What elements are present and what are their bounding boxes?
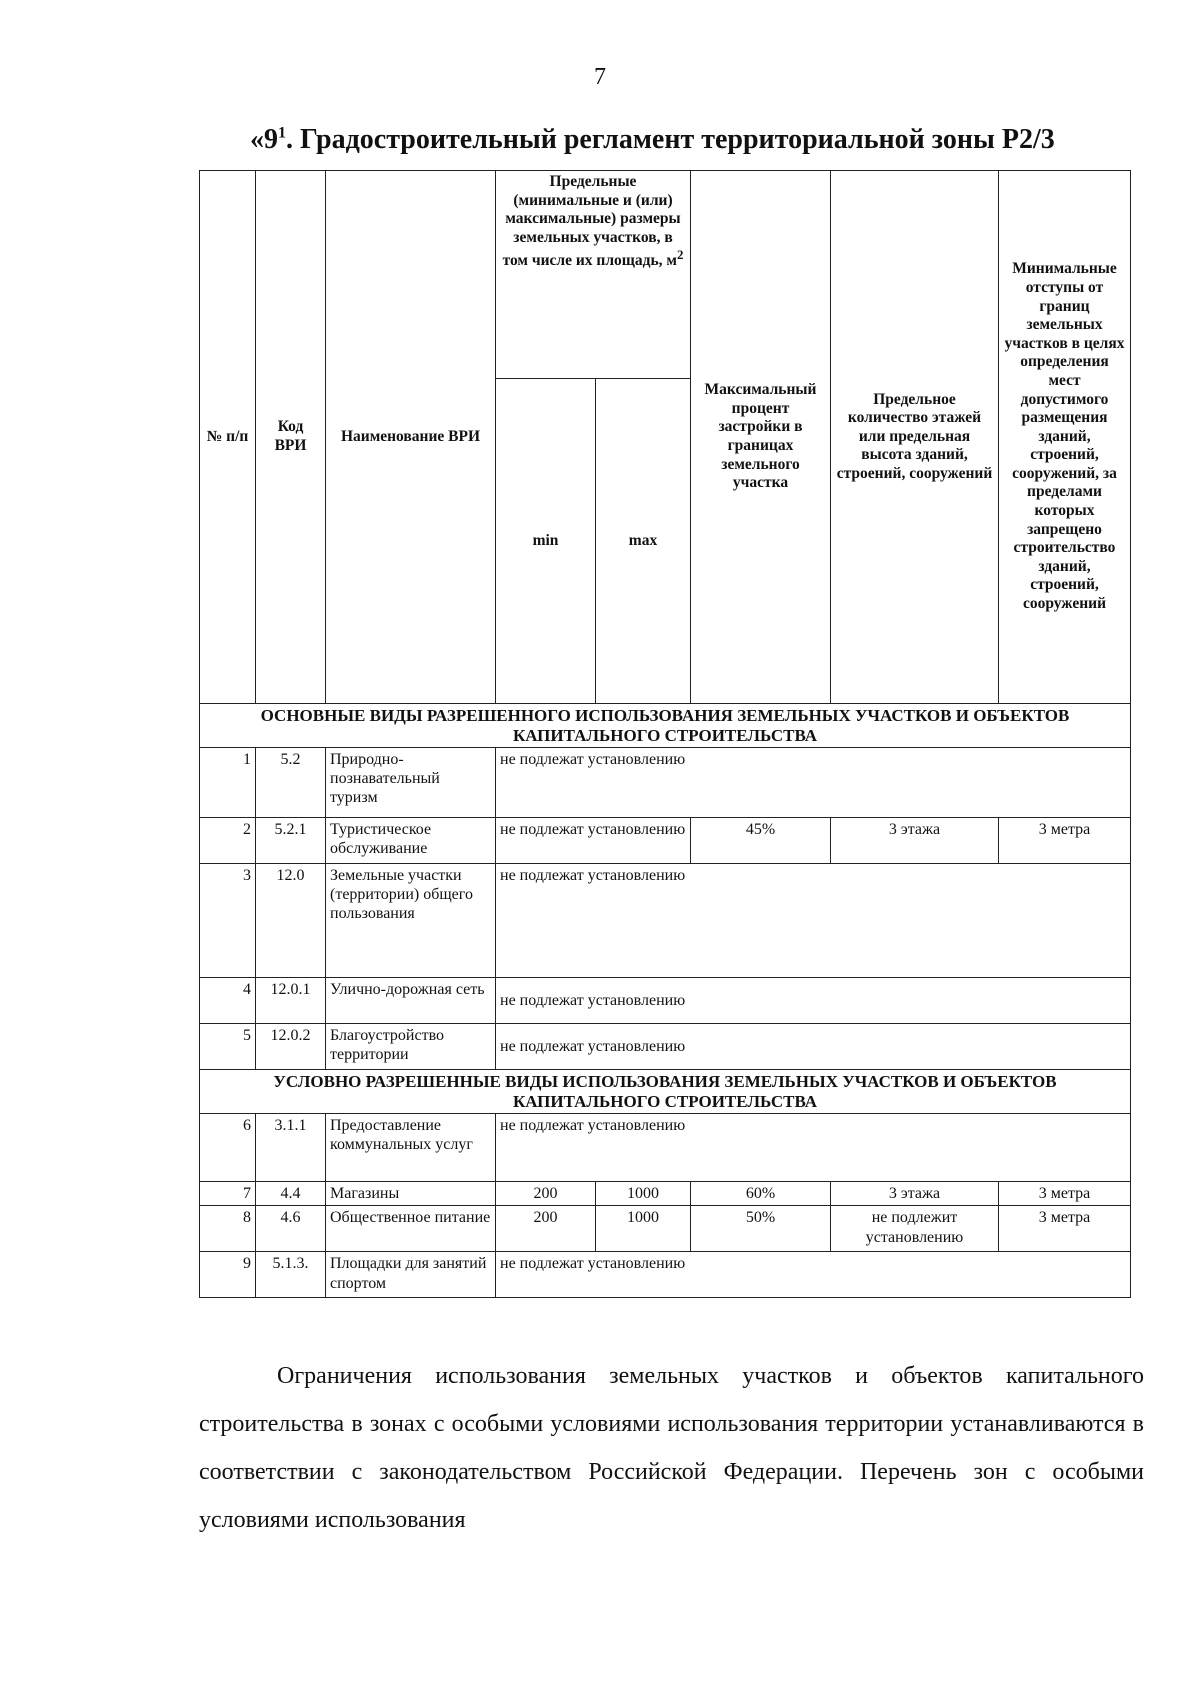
header-size: Предельные (минимальные и (или) максимальные) размеры земельных участков, в том числе их площадь, $м^2$ (496, 171, 691, 379)
table-row: 1 5.2 Природно-познавательный туризм не подлежат установлению (200, 748, 1131, 818)
section-row (200, 704, 1131, 748)
section-conditional-title: УСЛОВНО РАЗРЕШЕННЫЕ ВИДЫ ИСПОЛЬЗОВАНИЯ ЗЕМЕЛЬНЫХ УЧАСТКОВ И ОБЪЕКТОВ КАПИТАЛЬНОГО СТРОИТЕЛЬСТВА (200, 1070, 1131, 1114)
table-row: 4 12.0.1 Улично-дорожная сеть не подлежат установлению (200, 978, 1131, 1024)
header-code: Код ВРИ (256, 171, 326, 704)
header-percent: Максимальный процент застройки в границах земельного участка (691, 171, 831, 704)
header-num: № п/п (200, 171, 256, 704)
header-name: Наименование ВРИ (326, 171, 496, 704)
section-main-title: ОСНОВНЫЕ ВИДЫ РАЗРЕШЕННОГО ИСПОЛЬЗОВАНИЯ ЗЕМЕЛЬНЫХ УЧАСТКОВ И ОБЪЕКТОВ КАПИТАЛЬНОГО СТРОИТЕЛЬСТВА (200, 704, 1131, 748)
table-row: 6 3.1.1 Предоставление коммунальных услуг не подлежат установлению (200, 1114, 1131, 1182)
table-row: 7 4.4 Магазины 200 1000 60% 3 этажа 3 метра (200, 1182, 1131, 1206)
table-row: 2 5.2.1 Туристическое обслуживание не подлежат установлению 45% 3 этажа 3 метра (200, 818, 1131, 864)
header-floors: Предельное количество этажей или предельная высота зданий, строений, сооружений (831, 171, 999, 704)
table-row: 8 4.6 Общественное питание 200 1000 50% не подлежит установлению 3 метра (200, 1206, 1131, 1252)
section-row (200, 1070, 1131, 1114)
table-row: 3 12.0 Земельные участки (территории) общего пользования не подлежат установлению (200, 864, 1131, 978)
page-number: 7 (594, 64, 606, 90)
header-setback: Минимальные отступы от границ земельных участков в целях определения мест допустимого размещения зданий, строений, сооружений, за пределами которых запрещено строительство зданий, строений, сооружений (999, 171, 1131, 704)
header-min: min (496, 379, 596, 704)
table-row: 5 12.0.2 Благоустройство территории не подлежат установлению (200, 1024, 1131, 1070)
document-title: «$9^1$. Градостроительный регламент территориальной зоны Р2/3 (250, 124, 1055, 155)
body-paragraph: Ограничения использования земельных участков и объектов капитального строительства в зонах с особыми условиями использования территории устанавливаются в соответствии с законодательством Российской Федерации. Перечень зон с особыми условиями использования (199, 1363, 1144, 1533)
table-row: 9 5.1.3. Площадки для занятий спортом не подлежат установлению (200, 1252, 1131, 1298)
header-max: max (596, 379, 691, 704)
regulation-table (199, 170, 1131, 1298)
